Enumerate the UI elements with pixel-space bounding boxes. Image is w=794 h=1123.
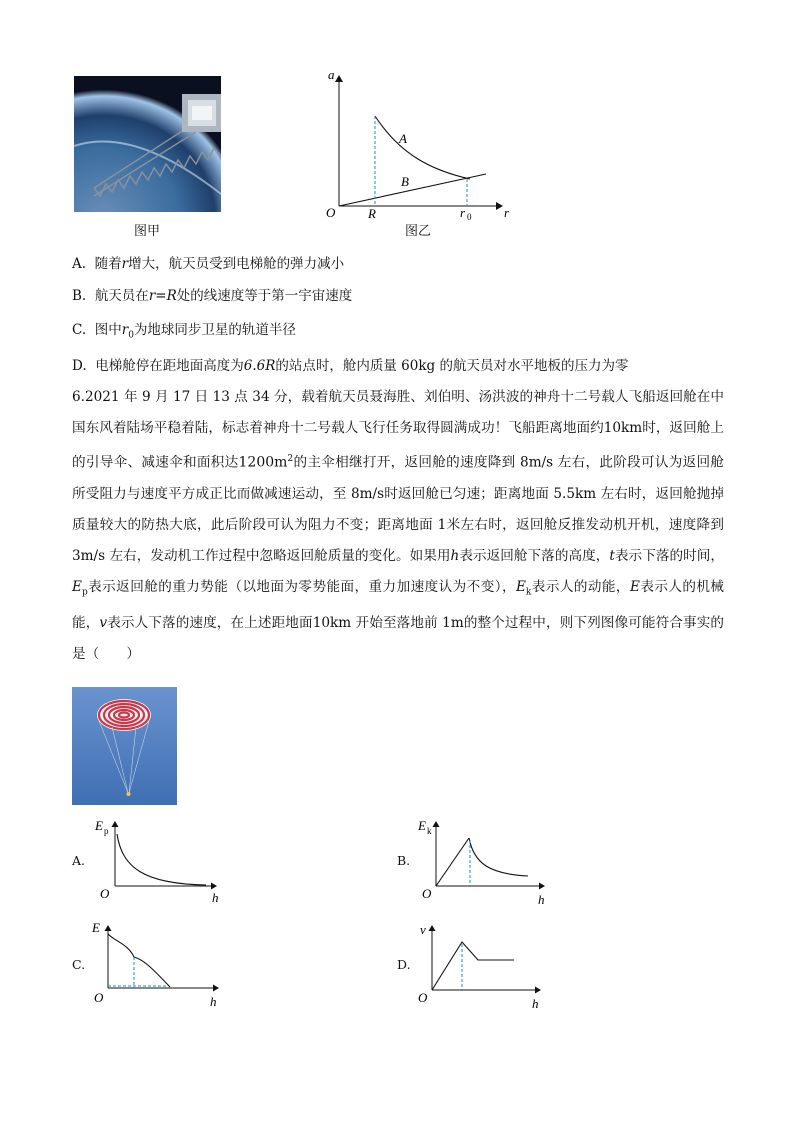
graph-b-y-label: E xyxy=(418,818,426,833)
parachute-photo xyxy=(72,687,177,805)
graph-d-y-label: v xyxy=(420,922,426,937)
yi-tick-r0: r xyxy=(460,205,466,220)
graph-a-y-sub: p xyxy=(104,826,109,836)
yi-tick-r0-sub: 0 xyxy=(467,212,472,222)
q5-option-c[interactable]: C. 图中$r_0$为地球同步卫星的轨道半径 xyxy=(72,322,296,341)
q6-stem: 6.2021 年 9 月 17 日 13 点 34 分，载着航天员聂海胜、刘伯明、汤洪波的神舟十二号载人飞船返回舱在中国东风着陆场平稳着陆，标志着神舟十二号载人飞行任务取得圆满成功！飞船距离地面约10km时，返回舱上的引导伞、减速伞和面积达$1200m^2$的主伞相继打开，返回舱的速度降到 8m/s 左右，此阶段可认为返回舱所受阻力与速度平方成正比而做减速运动，至 8m/s时返回舱已匀速；距离地面 5.5km 左右时，返回舱抛掉质量较大的防热大底，此后阶段可认为阻力不变；距离地面 1米左右时，返回舱反推发动机开机，速度降到 3m/s 左右，发动机工作过程中忽略返回舱质量的变化。如果用h表示返回舱下落的高度，t表示下落的时间，$E_p$表示返回舱的重力势能（以地面为零势能面，重力加速度认为不变），$E_k$表示人的动能，E表示人的机械能，v表示人下落的速度，在上述距地面10km 开始至落地前 1m的整个过程中，则下列图像可能符合事实的是（ ） xyxy=(72,389,725,663)
graph-b-label[interactable]: B. xyxy=(397,853,411,868)
graph-b-x-label: h xyxy=(538,892,545,907)
figure-jia-photo xyxy=(74,76,221,212)
yi-curve-A: A xyxy=(399,131,407,146)
graph-a-y-label: E xyxy=(95,818,103,833)
graph-a-x-label: h xyxy=(212,890,219,905)
graph-a xyxy=(88,812,228,908)
graph-c xyxy=(88,916,228,1012)
figure-jia-caption: 图甲 xyxy=(134,224,161,239)
yi-y-label: a xyxy=(328,67,335,82)
yi-x-label: r xyxy=(504,205,510,220)
graph-c-label[interactable]: C. xyxy=(72,957,86,972)
figure-yi-caption: 图乙 xyxy=(405,224,432,239)
graph-a-origin: O xyxy=(100,886,110,901)
graph-b-origin: O xyxy=(422,886,432,901)
q5-option-b[interactable]: B. 航天员在r=R处的线速度等于第一宇宙速度 xyxy=(72,288,353,304)
q5-option-d[interactable]: D. 电梯舱停在距地面高度为6.6R的站点时，舱内质量 60kg 的航天员对水平地板的压力为零 xyxy=(72,358,629,374)
graph-d-x-label: h xyxy=(532,996,539,1011)
graph-d-label[interactable]: D. xyxy=(397,957,411,972)
yi-origin: O xyxy=(326,205,336,220)
graph-c-y-label: E xyxy=(92,920,100,935)
graph-c-origin: O xyxy=(94,990,104,1005)
figure-yi-graph xyxy=(320,62,520,222)
graph-c-x-label: h xyxy=(210,994,217,1009)
graph-d xyxy=(412,916,552,1012)
graph-b-y-sub: k xyxy=(427,826,432,836)
q5-option-a[interactable]: A. 随着r增大，航天员受到电梯舱的弹力减小 xyxy=(72,256,345,272)
graph-b xyxy=(412,812,552,908)
graph-d-origin: O xyxy=(418,990,428,1005)
yi-curve-B: B xyxy=(401,174,409,189)
graph-a-label[interactable]: A. xyxy=(72,853,86,868)
yi-tick-R: R xyxy=(368,206,376,221)
